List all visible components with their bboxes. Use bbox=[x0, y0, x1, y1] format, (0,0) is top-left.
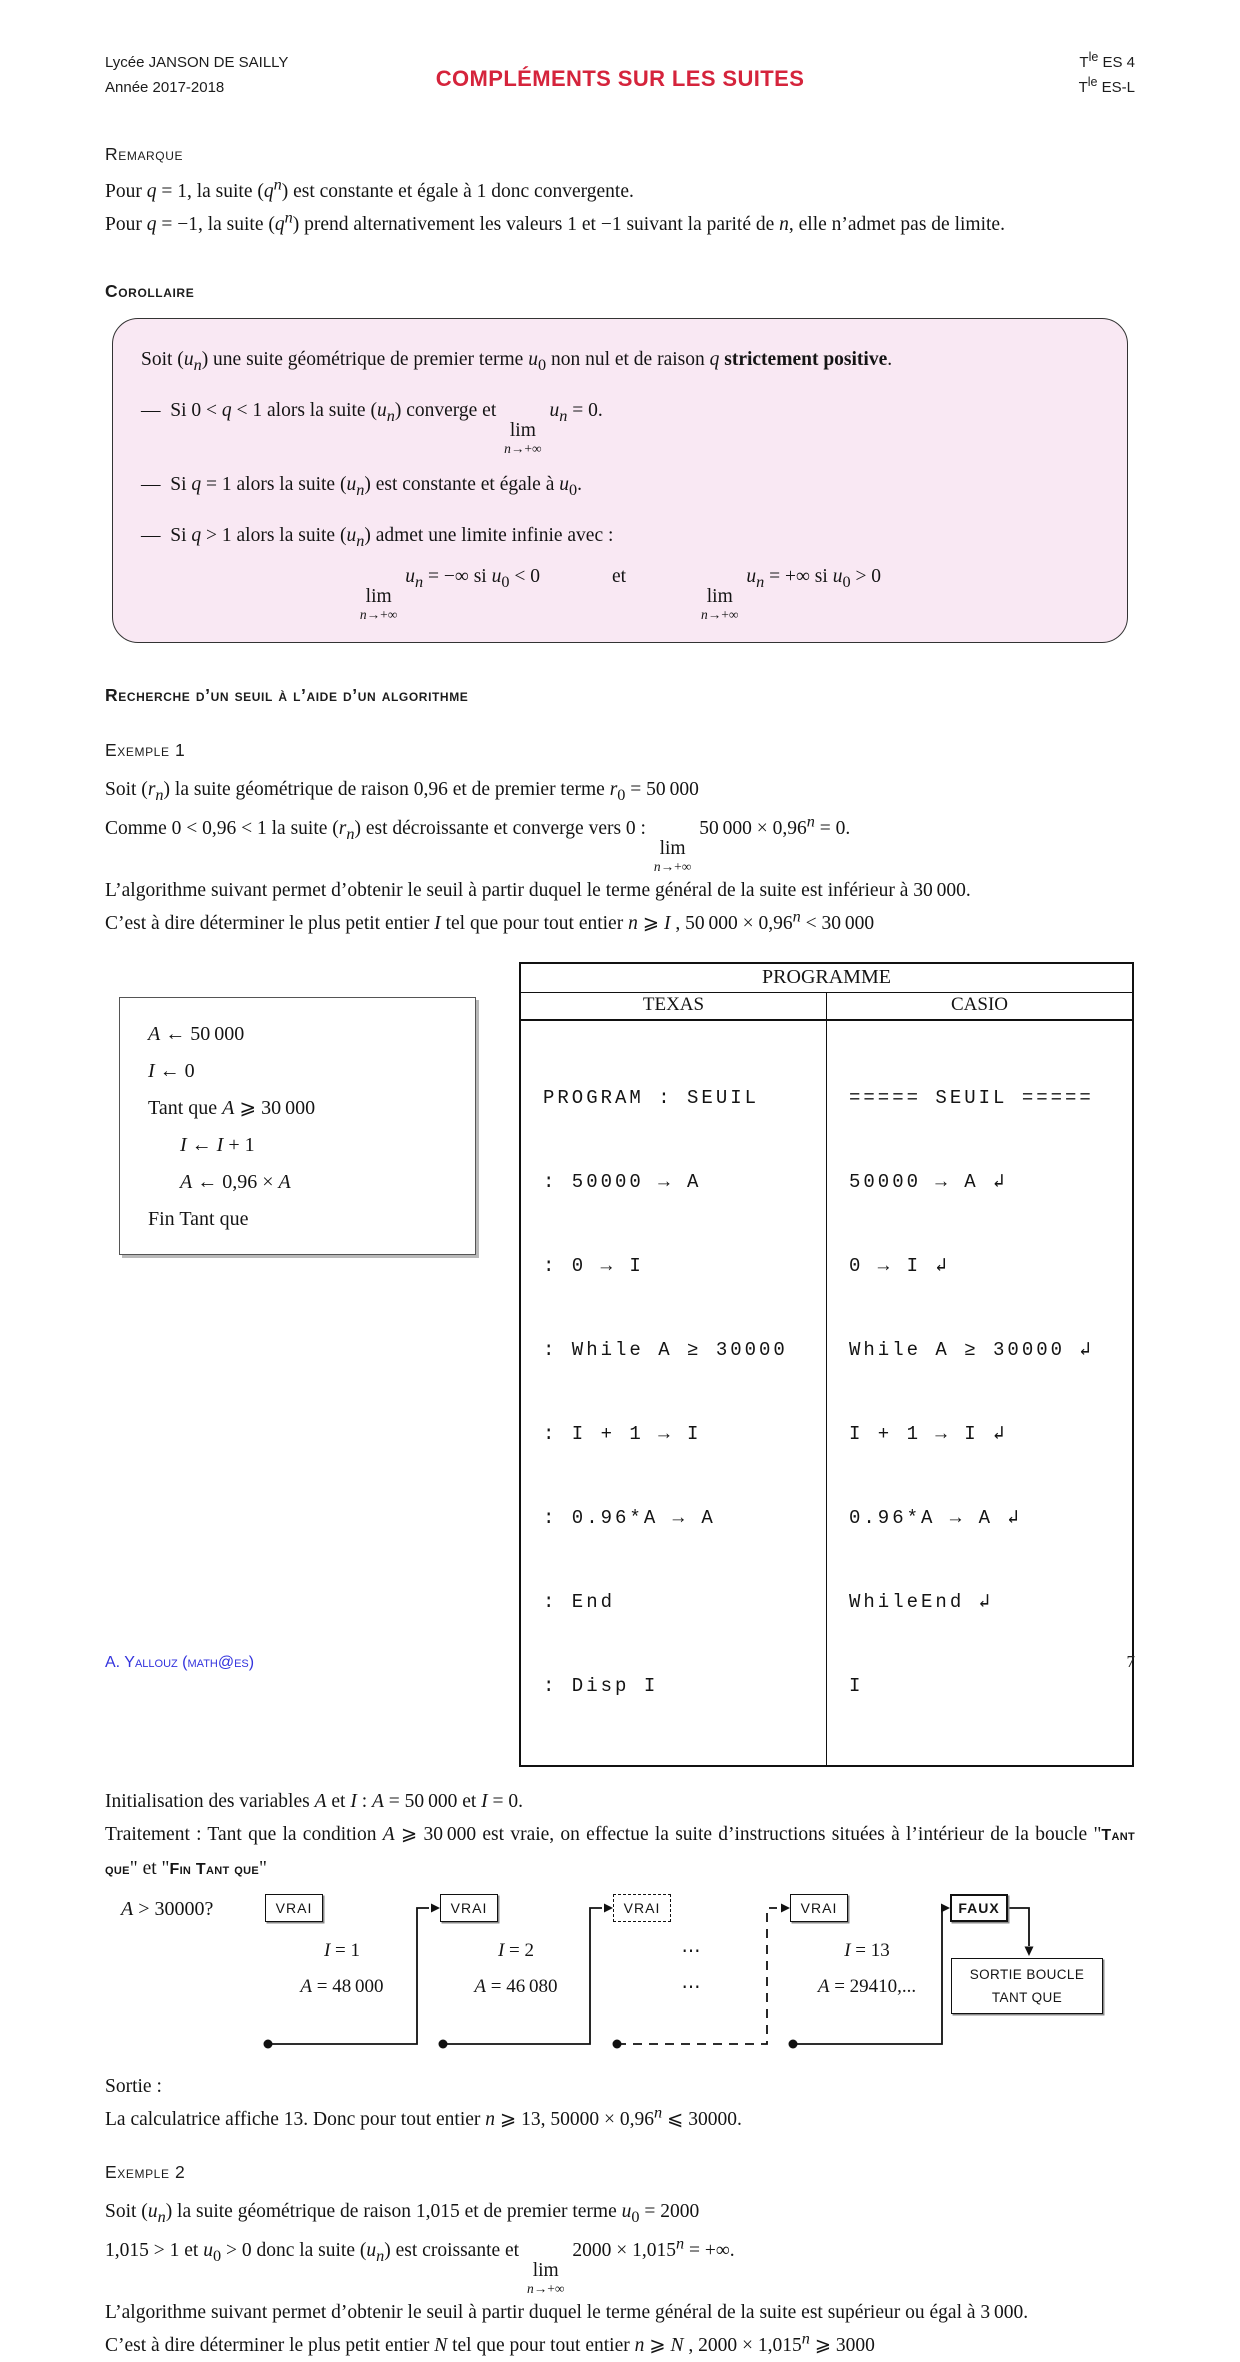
algorithm-line: Tant que A ⩾ 30 000 bbox=[148, 1096, 316, 1119]
faux-box: FAUX bbox=[950, 1894, 1008, 1922]
corollary-box bbox=[112, 318, 1128, 643]
heading-exemple-2: Exemple 2 bbox=[105, 2161, 186, 2182]
heading-exemple-1: Exemple 1 bbox=[105, 739, 186, 760]
sortie-paragraph: La calculatrice affiche 13. Donc pour tout entier n ⩾ 13, $50000 \times 0,96^n$ ⩽ 30000. bbox=[105, 2103, 742, 2130]
sortie-boucle-box bbox=[951, 1958, 1103, 2014]
heading-corollaire: Corollaire bbox=[105, 281, 195, 301]
code-line: ===== SEUIL ===== bbox=[849, 1086, 1094, 1109]
corollary-item-3: — Si q > 1 alors la suite $(u_n)$ admet une limite infinie avec : bbox=[141, 524, 614, 550]
algorithm-line: A ← 50 000 bbox=[148, 1022, 245, 1045]
program-table-title: PROGRAMME bbox=[521, 964, 1132, 993]
limit-formula-positive: lim n→+∞ $u_n$ = +∞ si $u_0 > 0$ bbox=[701, 565, 882, 623]
limit-formula-negative: lim n→+∞ $u_n$ = −∞ si $u_0 < 0$ bbox=[359, 565, 540, 623]
vrai-box-2: VRAI bbox=[440, 1894, 498, 1922]
algorithm-line: I ← 0 bbox=[148, 1059, 195, 1082]
code-line: While A ≥ 30000 ↲ bbox=[849, 1338, 1094, 1361]
class-line-2: $T^{le}$ ES-L bbox=[1078, 75, 1135, 96]
heading-recherche-seuil: Recherche d’un seuil à l’aide d’un algorithme bbox=[105, 684, 469, 705]
step-i-value: I = 13 bbox=[844, 1939, 890, 1961]
step-a-value: A = 46 080 bbox=[474, 1975, 558, 1997]
example1-paragraph: Soit $(r_n)$ la suite géométrique de raison 0,96 et de premier terme $r_0 = 50$ 000 Comme 0 < 0,96 < 1 la suite $(r_n)$ est décroissante et converge vers 0 : lim n→+∞ 50 $000 \times 0,96^n = 0$. L’algorithme suivant permet d’obtenir le seuil à partir duquel le terme général de la suite est inférieur à 30 000. C’est à dire déterminer le plus petit entier I tel que pour tout entier n ⩾ I , 50 $000 \times 0,96^n < 30$ 000 bbox=[105, 778, 971, 934]
limit-separator: et bbox=[611, 565, 627, 587]
step-i-value: I = 1 bbox=[323, 1939, 361, 1961]
code-line: 0.96*A → A ↲ bbox=[849, 1506, 1022, 1529]
remarque-paragraph: Pour q = 1, la suite $(q^n)$ est constante et égale à 1 donc convergente. Pour q = −1, la suite $(q^n)$ prend alternativement les valeurs 1 et −1 suivant la parité de n, elle n’admet pas de limite. bbox=[105, 175, 1005, 235]
code-line: : 0.96*A → A bbox=[543, 1506, 716, 1529]
algorithm-line: Fin Tant que bbox=[148, 1207, 249, 1230]
algorithm-box bbox=[119, 997, 476, 1255]
loop-diagram bbox=[105, 1894, 1135, 2066]
sortie-label: Sortie : bbox=[105, 2075, 162, 2097]
class-line-1: $T^{le}$ ES 4 bbox=[1079, 50, 1135, 71]
program-table bbox=[519, 962, 1134, 1767]
code-line: WhileEnd ↲ bbox=[849, 1590, 994, 1613]
step-a-value: A = 48 000 bbox=[300, 1975, 384, 1997]
page-number: 7 bbox=[1126, 1652, 1135, 1671]
code-line: : I + 1 → I bbox=[543, 1422, 702, 1445]
program-table-headers bbox=[521, 993, 1132, 1021]
sortie-boucle-line1: SORTIE BOUCLE bbox=[969, 1966, 1085, 1982]
column-header-texas: TEXAS bbox=[521, 993, 827, 1019]
code-line: I bbox=[849, 1674, 864, 1697]
algorithm-line: A ← 0,96 × A bbox=[180, 1170, 291, 1193]
code-line: : 50000 → A bbox=[543, 1170, 702, 1193]
traitement-paragraph: Traitement : Tant que la condition A ⩾ 30 000 est vraie, on effectue la suite d’instructions situées à l’intérieur de la boucle "Tant que" et "Fin Tant que" bbox=[105, 1823, 1135, 1879]
footer-author: A. Yallouz (math@es) bbox=[105, 1654, 255, 1671]
code-line: 0 → I ↲ bbox=[849, 1254, 950, 1277]
page-footer bbox=[105, 1652, 1135, 1672]
step-ellipsis: ⋯ bbox=[681, 1940, 701, 1962]
code-line: : 0 → I bbox=[543, 1254, 644, 1277]
step-a-value: A = 29410,... bbox=[817, 1975, 917, 1997]
column-header-casio: CASIO bbox=[950, 993, 1008, 1015]
algorithm-program-row bbox=[105, 962, 1135, 1767]
document-title: COMPLÉMENTS SUR LES SUITES bbox=[435, 66, 805, 91]
example2-paragraph: Soit $(u_n)$ la suite géométrique de raison 1,015 et de premier terme $u_0 = 2000$ 1,015 > 1 et $u_0 > 0$ donc la suite $(u_n)$ est croissante et lim n→+∞ $2000 \times 1,015^n$ = +∞. L’algorithme suivant permet d’obtenir le seuil à partir duquel le terme général de la suite est supérieur ou égal à 3 000. C’est à dire déterminer le plus petit entier N tel que pour tout entier n ⩾ N , $2000 \times 1,015^n$ ⩾ 3000 bbox=[105, 2200, 1029, 2356]
code-line: I + 1 → I ↲ bbox=[849, 1422, 1008, 1445]
corollary-intro: Soit $(u_n)$ une suite géométrique de premier terme $u_0$ non nul et de raison q strictement positive. bbox=[141, 349, 893, 374]
initialisation-paragraph: Initialisation des variables A et I : A = 50 000 et I = 0. bbox=[105, 1790, 524, 1812]
corollary-item-1: — Si 0 < q < 1 alors la suite $(u_n)$ converge et lim n→+∞ $u_n = 0$. bbox=[141, 399, 603, 457]
code-line: : Disp I bbox=[543, 1674, 659, 1697]
loop-condition-label: A > 30000? bbox=[121, 1897, 214, 1920]
corollary-item-2: — Si q = 1 alors la suite $(u_n)$ est constante et égale à $u_0$. bbox=[141, 474, 582, 499]
heading-remarque: Remarque bbox=[105, 144, 184, 164]
sortie-boucle-line2: TANT QUE bbox=[991, 1989, 1063, 2005]
step-i-value: I = 2 bbox=[497, 1939, 535, 1961]
algorithm-line: I ← I + 1 bbox=[180, 1133, 255, 1156]
step-ellipsis: ⋯ bbox=[681, 1976, 701, 1998]
code-line: : While A ≥ 30000 bbox=[543, 1338, 788, 1361]
code-line: PROGRAM : SEUIL bbox=[543, 1086, 760, 1109]
school-year: Année 2017-2018 bbox=[105, 79, 225, 96]
vrai-box-3-dashed: VRAI bbox=[613, 1894, 671, 1922]
code-line: 50000 → A ↲ bbox=[849, 1170, 1008, 1193]
vrai-box-1: VRAI bbox=[265, 1894, 323, 1922]
corollary-limits-row bbox=[141, 566, 1097, 622]
code-line: : End bbox=[543, 1590, 616, 1613]
vrai-box-4: VRAI bbox=[790, 1894, 848, 1922]
school-name: Lycée JANSON DE SAILLY bbox=[105, 54, 289, 71]
